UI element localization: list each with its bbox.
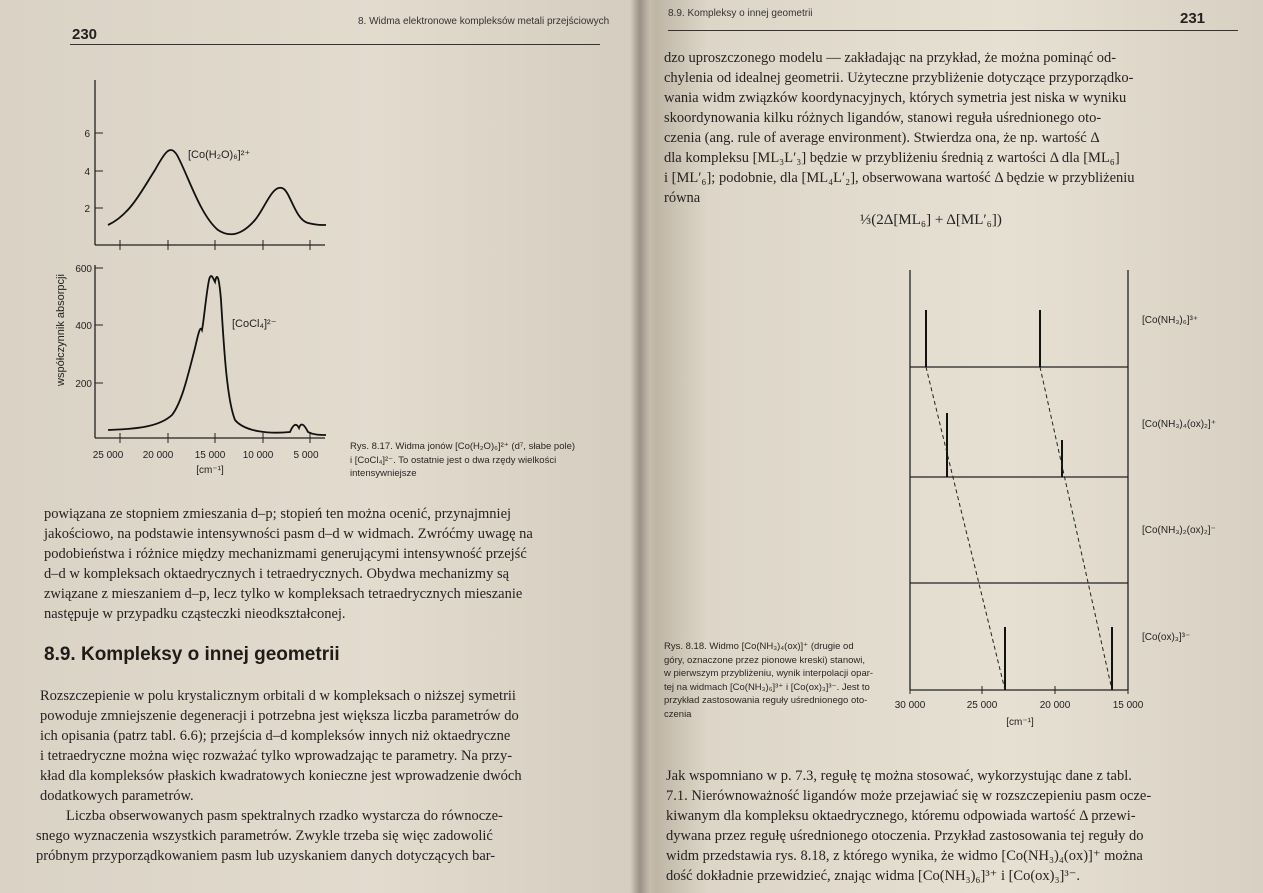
- right-paragraph-1: [664, 48, 1244, 208]
- label-co-nh3-4-ox: [Co(NH₃)₄(ox)₂]⁺: [1142, 419, 1216, 430]
- caption-line: góry, oznaczone przez pionowe kreski) stanowi,: [664, 654, 866, 666]
- right-paragraph-2: [666, 766, 1251, 886]
- text-line: widm przedstawia rys. 8.18, z którego wynika, że widmo [Co(NH₃)₄(ox)]⁺ można: [666, 848, 1143, 864]
- x-tick-20000: 20 000: [1039, 700, 1071, 711]
- lower-tick-600: 600: [75, 264, 92, 275]
- text-line: dywana przez regułę uśrednionego otoczenia. Przykład zastosowania tej reguły do: [666, 828, 1144, 844]
- x-tick-10000: 10 000: [242, 450, 274, 461]
- lower-spectrum-curve: [108, 276, 326, 435]
- text-line: Jak wspomniano w p. 7.3, regułę tę można stosować, wykorzystując dane z tabl.: [666, 768, 1132, 784]
- section-heading: 8.9. Kompleksy o innej geometrii: [44, 644, 340, 665]
- upper-spectrum-label: [Co(H₂O)₆]²⁺: [188, 149, 251, 161]
- text-line: dla kompleksu [ML₃L′₃] będzie w przybliżeniu średnią z wartości Δ dla [ML₆]: [664, 150, 1120, 166]
- text-line: równa: [664, 190, 701, 206]
- text-line: dość dokładnie przewidzieć, znając widma [Co(NH₃)₆]³⁺ i [Co(ox)₃]³⁻.: [666, 868, 1081, 884]
- figure-caption-8-18: [664, 640, 894, 721]
- header-rule-left: [70, 44, 600, 45]
- caption-line: i [CoCl₄]²⁻. To ostatnie jest o dwa rzędy wielkości: [350, 454, 557, 466]
- label-co-nh3-2-ox-2: [Co(NH₃)₂(ox)₂]⁻: [1142, 525, 1216, 536]
- text-line: jakościowo, na podstawie intensywności pasm d–d w widmach. Zwróćmy uwagę na: [44, 526, 533, 542]
- x-tick-20000: 20 000: [142, 450, 174, 461]
- left-paragraph-1: [44, 504, 604, 624]
- x-tick-5000: 5 000: [293, 450, 319, 461]
- x-tick-15000: 15 000: [194, 450, 226, 461]
- caption-line: tej na widmach [Co(NH₃)₆]³⁺ i [Co(ox)₃]³⁻. Jest to: [664, 681, 870, 693]
- caption-line: przykład zastosowania reguły uśrednionego oto-: [664, 695, 868, 706]
- x-tick-30000: 30 000: [894, 700, 926, 711]
- text-line: związane z mieszaniem d–p, lecz tylko w kompleksach tetraedrycznych mieszanie: [44, 586, 523, 602]
- left-page: [0, 0, 630, 893]
- text-line: kład dla kompleksów płaskich kwadratowych konieczne jest wprowadzenie dwóch: [40, 768, 522, 784]
- upper-tick-4: 4: [84, 167, 90, 178]
- label-co-nh3-6: [Co(NH₃)₆]³⁺: [1142, 315, 1199, 326]
- text-line: d–d w kompleksach oktaedrycznych i tetraedrycznych. Obydwa mechanizmy są: [44, 566, 510, 582]
- text-line: i [ML′₆]; podobnie, dla [ML₄L′₂], obserwowana wartość Δ będzie w przybliżeniu: [664, 170, 1135, 186]
- running-head-right: 8.9. Kompleksy o innej geometrii: [668, 8, 813, 19]
- text-line: wania widm związków koordynacyjnych, których symetria jest niska w wyniku: [664, 90, 1127, 106]
- text-line: dodatkowych parametrów.: [40, 788, 194, 804]
- lower-tick-400: 400: [75, 321, 92, 332]
- spectra-figure-8-17: [50, 80, 350, 480]
- header-rule-right: [668, 30, 1238, 31]
- text-line: kiwanym dla kompleksu oktaedrycznego, któremu odpowiada wartość Δ przewi-: [666, 808, 1136, 824]
- spectra-figure-8-18: [890, 255, 1260, 745]
- text-line: powoduje zmniejszenie degeneracji i potrzebna jest większa liczba parametrów do: [40, 708, 519, 724]
- text-line: ich opisania (patrz tabl. 6.6); przejścia d–d kompleksów innych niż oktaedryczne: [40, 728, 511, 744]
- text-line: następuje w przypadku cząsteczki nieodkształconej.: [44, 606, 346, 622]
- text-line: skoordynowania kilku różnych ligandów, stanowi reguła uśrednionego oto-: [664, 110, 1102, 126]
- average-environment-formula: ⅓(2Δ[ML₆] + Δ[ML′₆]): [860, 212, 1002, 228]
- x-tick-25000: 25 000: [966, 700, 998, 711]
- upper-tick-2: 2: [84, 204, 90, 215]
- text-line: snego wyznaczenia wszystkich parametrów. Zwykle trzeba się więc zadowolić: [36, 828, 493, 844]
- text-line: Rozszczepienie w polu krystalicznym orbitali d w kompleksach o niższej symetrii: [40, 688, 516, 704]
- text-line: czenia (ang. rule of average environment). Stwierdza ona, że np. wartość Δ: [664, 130, 1100, 146]
- right-page: [650, 0, 1263, 893]
- lower-spectrum-label: [CoCl₄]²⁻: [232, 318, 277, 330]
- upper-tick-6: 6: [84, 129, 90, 140]
- left-paragraph-2: [40, 686, 605, 806]
- x-tick-25000: 25 000: [92, 450, 124, 461]
- book-gutter: [630, 0, 650, 893]
- text-line: podobieństwa i różnice między mechanizmami generującymi intensywność przejść: [44, 546, 527, 562]
- y-axis-label: współczynnik absorpcji: [55, 274, 67, 386]
- caption-line: Rys. 8.17. Widma jonów [Co(H₂O)₆]²⁺ (d⁷, słabe pole): [350, 441, 576, 452]
- text-line: 7.1. Nierównoważność ligandów może przejawiać się w rozszczepieniu pasm ocze-: [666, 788, 1152, 804]
- text-line: próbnym przyporządkowaniem pasm lub uzyskaniem danych dotyczących bar-: [36, 848, 496, 864]
- figure-caption-8-17: [350, 440, 590, 481]
- page-number-left: 230: [72, 26, 98, 43]
- caption-line: czenia: [664, 708, 692, 720]
- x-tick-15000: 15 000: [1112, 700, 1144, 711]
- label-co-ox-3: [Co(ox)₃]³⁻: [1142, 632, 1191, 643]
- running-head-left: 8. Widma elektronowe kompleksów metali przejściowych: [358, 16, 610, 27]
- page-number-right: 231: [1180, 10, 1206, 27]
- caption-line: w pierwszym przybliżeniu, wynik interpolacji opar-: [664, 668, 874, 679]
- upper-spectrum-curve: [108, 150, 326, 234]
- text-line: i tetraedryczne można więc rozważać tylko wprowadzając te parametry. Na przy-: [40, 748, 513, 764]
- caption-line: Rys. 8.18. Widmo [Co(NH₃)₄(ox)]⁺ (drugie od: [664, 641, 854, 652]
- x-axis-unit: [cm⁻¹]: [1006, 717, 1034, 728]
- left-paragraph-3: [36, 806, 606, 866]
- lower-tick-200: 200: [75, 379, 92, 390]
- text-line: chylenia od idealnej geometrii. Użyteczne przybliżenie dotyczące przyporządko-: [664, 70, 1134, 86]
- text-line: Liczba obserwowanych pasm spektralnych rzadko wystarcza do równocze-: [66, 808, 503, 824]
- x-axis-unit: [cm⁻¹]: [196, 465, 224, 476]
- text-line: powiązana ze stopniem zmieszania d–p; stopień ten można ocenić, przynajmniej: [44, 506, 512, 522]
- text-line: dzo uproszczonego modelu — zakładając na przykład, że można pominąć od-: [664, 50, 1117, 66]
- caption-line: intensywniejsze: [350, 468, 417, 479]
